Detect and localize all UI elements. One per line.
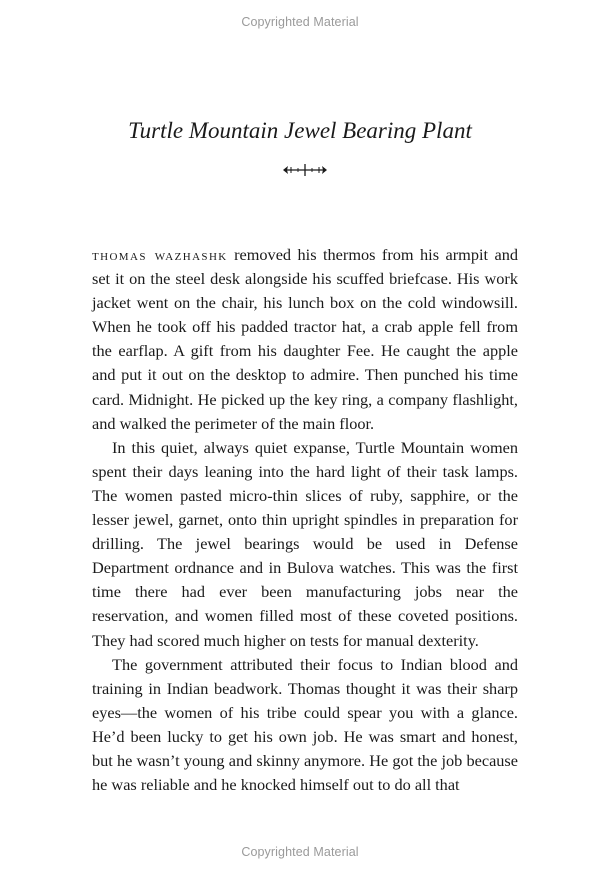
opening-name-smallcaps: thomas wazhashk	[92, 245, 228, 264]
chapter-body	[92, 243, 518, 797]
paragraph-1-text: removed his thermos from his armpit and set it on the steel desk alongside his scuffed briefcase. His work jacket went on the chair, his lunch box on the cold windowsill. When he took off his padded tractor hat, a crab apple fell from the earflap. A gift from his daughter Fee. He caught the apple and put it out on the desktop to admire. Then punched his time card. Midnight. He picked up the key ring, a company flashlight, and walked the perimeter of the main floor.	[92, 245, 518, 433]
paragraph-1	[92, 243, 518, 436]
copyright-watermark-bottom: Copyrighted Material	[241, 845, 359, 859]
paragraph-3: The government attributed their focus to Indian blood and training in Indian beadwork. Thomas thought it was their sharp eyes—the women of his tribe could spear you with a glance. He’d been lucky to get his own job. He was smart and honest, but he wasn’t young and skinny anymore. He got the job because he was reliable and he knocked himself out to do all that	[92, 654, 518, 795]
fleuron-divider-icon	[282, 162, 328, 178]
copyright-watermark-top: Copyrighted Material	[241, 15, 359, 29]
chapter-title: Turtle Mountain Jewel Bearing Plant	[128, 118, 472, 143]
paragraph-2: In this quiet, always quiet expanse, Turtle Mountain women spent their days leaning into the hard light of their task lamps. The women pasted micro-thin slices of ruby, sapphire, or the lesser jewel, garnet, onto thin upright spindles in preparation for drilling. The jewel bearings would be used in Defense Department ordnance and in Bulova watches. This was the first time there had ever been manufacturing jobs near the reservation, and women filled most of these coveted positions. They had scored much higher on tests for manual dexterity.	[92, 437, 518, 650]
